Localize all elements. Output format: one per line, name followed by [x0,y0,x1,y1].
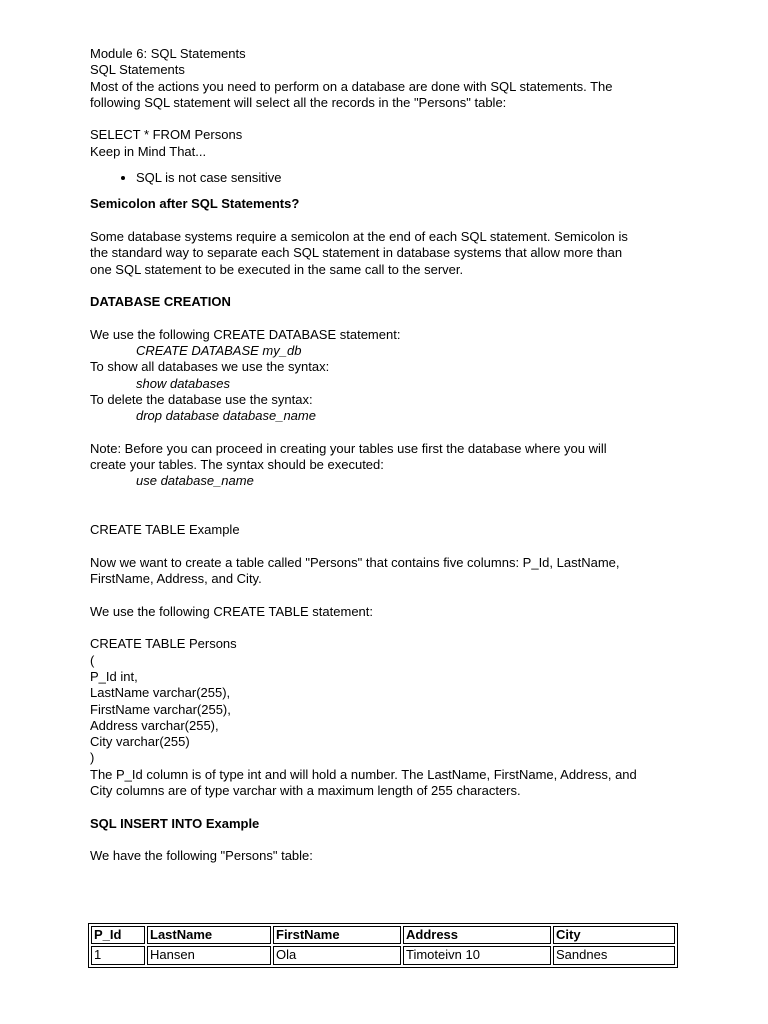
code-line: City varchar(255) [90,734,190,750]
paragraph-line: Some database systems require a semicolon at the end of each SQL statement. Semicolon is [90,228,628,244]
heading-database-creation: DATABASE CREATION [90,294,231,310]
header-cell: FirstName [273,926,401,944]
paragraph-line: Keep in Mind That... [90,143,207,159]
code-line: drop database database_name [136,408,316,424]
persons-table [88,923,678,968]
code-line: CREATE DATABASE my_db [136,343,302,359]
create-table-title: CREATE TABLE Example [90,522,240,538]
paragraph-line: We have the following "Persons" table: [90,848,313,864]
paragraph-line: create your tables. The syntax should be executed: [90,457,384,473]
paragraph-line: FirstName, Address, and City. [90,571,262,587]
heading-insert-into: SQL INSERT INTO Example [90,815,260,831]
code-line: CREATE TABLE Persons [90,636,237,652]
code-line: Address varchar(255), [90,717,219,733]
code-line: SELECT * FROM Persons [90,127,243,143]
code-line: LastName varchar(255), [90,685,231,701]
paragraph-line: Now we want to create a table called "Persons" that contains five columns: P_Id, LastName, [90,554,620,570]
paragraph-line: City columns are of type varchar with a maximum length of 255 characters. [90,783,521,799]
document-body [90,46,690,865]
module-title: Module 6: SQL Statements [90,46,246,61]
table-header-row [91,926,675,944]
header-cell: Address [403,926,551,944]
paragraph-line: one SQL statement to be executed in the same call to the server. [90,261,464,277]
table-cell: 1 [91,946,145,964]
heading-semicolon: Semicolon after SQL Statements? [90,196,300,212]
paragraph-line: To show all databases we use the syntax: [90,359,330,375]
table-cell: Hansen [147,946,271,964]
code-line: ( [90,652,95,668]
header-cell: P_Id [91,926,145,944]
code-line: use database_name [136,473,254,489]
paragraph-line: the standard way to separate each SQL statement in database systems that allow more than [90,245,623,261]
bullet-list [90,170,690,186]
code-line: FirstName varchar(255), [90,701,231,717]
table-cell: Timoteivn 10 [403,946,551,964]
paragraph-line: We use the following CREATE DATABASE statement: [90,326,401,342]
code-line: P_Id int, [90,668,138,684]
paragraph-line: following SQL statement will select all the records in the "Persons" table: [90,94,507,110]
list-item: • SQL is not case sensitive [136,170,690,186]
table-row [91,946,675,964]
paragraph-line: We use the following CREATE TABLE statement: [90,603,373,619]
paragraph-line: The P_Id column is of type int and will hold a number. The LastName, FirstName, Address, and [90,766,637,782]
section-title: SQL Statements [90,62,185,78]
table-cell: Sandnes [553,946,675,964]
header-cell: LastName [147,926,271,944]
paragraph-line: Most of the actions you need to perform on a database are done with SQL statements. The [90,78,613,94]
paragraph-line: To delete the database use the syntax: [90,391,313,407]
code-line: show databases [136,375,230,391]
paragraph-line: Note: Before you can proceed in creating your tables use first the database where you will [90,440,607,456]
table-cell: Ola [273,946,401,964]
header-cell: City [553,926,675,944]
code-line: ) [90,750,95,766]
